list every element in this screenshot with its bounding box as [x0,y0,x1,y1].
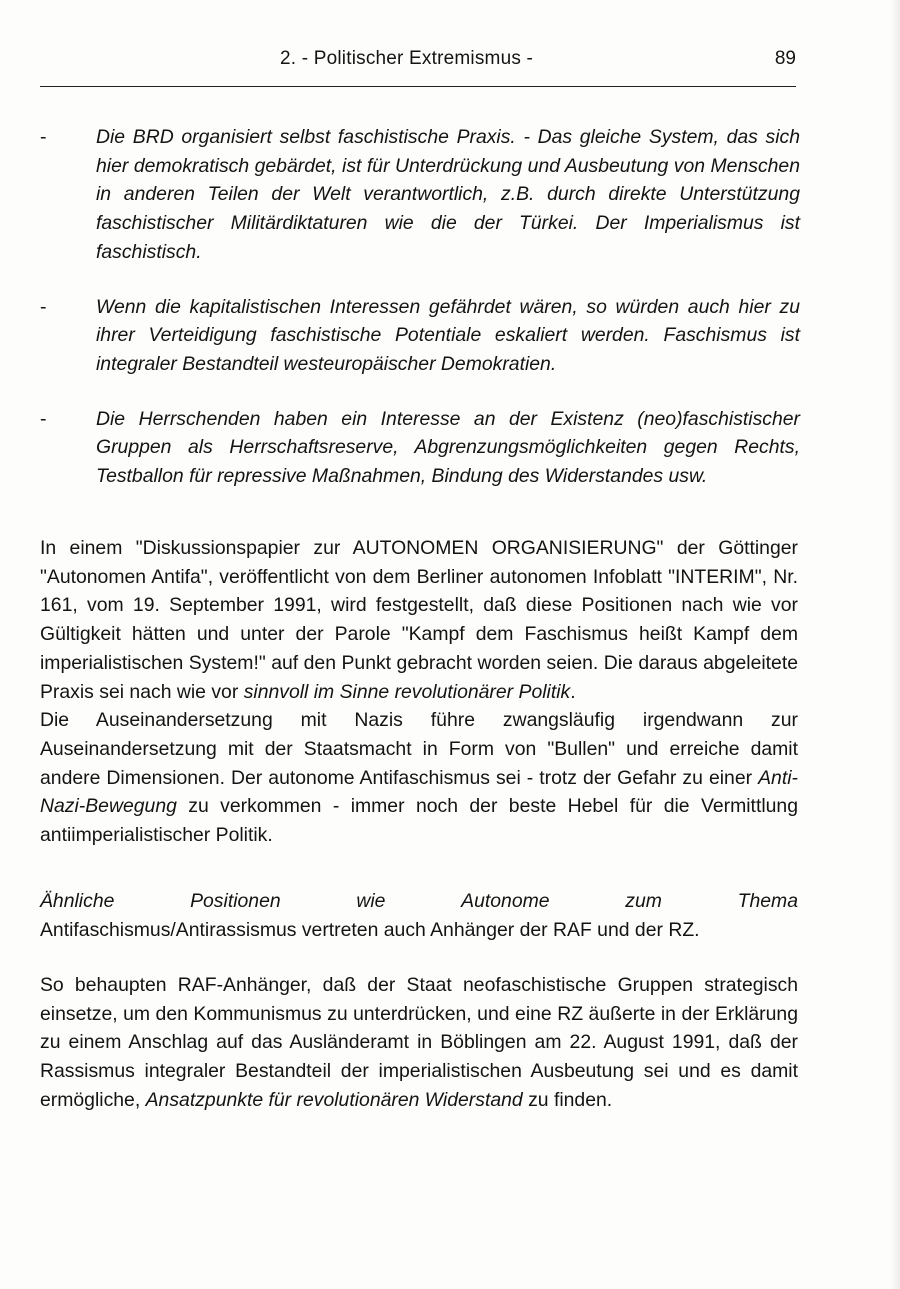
body-section-interim [40,534,798,850]
position-list [40,123,800,517]
paragraph-word: zum [625,890,662,912]
paragraph-text: Die Auseinandersetzung mit Nazis führe zwangsläufig irgendwann zur Auseinandersetzung mit der Staatsmacht in Form von "Bullen" und erreiche damit andere Dimensionen. Der autonome Antifaschismus sei - trotz der Gefahr zu einer [40,709,798,789]
paragraph [40,971,798,1115]
list-item [40,293,800,379]
paragraph-text: zu finden. [522,1088,613,1111]
page-number: 89 [774,48,796,69]
header-divider [40,86,796,87]
paragraph-word: Ähnliche [40,890,115,912]
list-item-text: Wenn die kapitalistischen Interessen gefährdet wären, so würden auch hier zu ihrer Verteidigung faschistische Potentiale eskaliert werden. Faschismus ist integraler Bestandteil westeuropäischer Demokratien. [96,295,800,375]
paragraph-raf-rz [40,887,798,944]
paragraph-emphasis: Ansatzpunkte für revolutionären Widerstand [145,1088,523,1111]
paragraph-nazis [40,706,798,850]
paragraph-word: Thema [737,890,798,912]
list-item [40,405,800,491]
paragraph-word: Positionen [190,890,281,912]
paragraph-word: wie [356,890,386,912]
list-item-text: Die Herrschenden haben ein Interesse an der Existenz (neo)faschistischer Gruppen als Herrschaftsreserve, Abgrenzungsmöglichkeiten gegen Rechts, Testballon für repressive Maßnahmen, Bindung des Widerstandes usw. [96,407,800,488]
paragraph-text: Antifaschismus/Antirassismus vertreten auch Anhänger der RAF und der RZ. [40,918,700,941]
paragraph-word: Autonome [461,890,550,912]
page-header [40,48,796,74]
paragraph-line-spread [40,887,798,916]
paragraph-emphasis: sinnvoll im Sinne revolutionärer Politik [243,680,571,703]
paragraph-text: zu verkommen - immer noch der beste Hebel für die Vermittlung antiimperialistischer Politik. [40,795,798,847]
bullet-dash: - [40,295,47,318]
paragraph-text: In einem "Diskussionspapier zur AUTONOMEN ORGANISIERUNG" der Göttinger "Autonomen Antifa", veröffentlicht von dem Berliner autonomen Infoblatt "INTERIM", Nr. 161, vom 19. September 1991, wird festgestellt, daß diese Positionen nach wie vor Gültigkeit hätten und unter der Parole "Kampf dem Faschismus heißt Kampf dem imperialistischen System!" auf den Punkt gebracht worden seien. Die daraus abgeleitete Praxis sei nach wie vor [40,537,798,703]
page-edge-shadow [890,0,900,1289]
chapter-title: 2. - Politischer Extremismus - [280,48,534,69]
paragraph-text: . [570,680,576,703]
paragraph-interim [40,534,798,706]
bullet-dash: - [40,407,47,430]
list-item [40,123,800,267]
paragraph-emphasis: Anti-Nazi-Bewegung [40,766,798,818]
paragraph-text: So behaupten RAF-Anhänger, daß der Staat neofaschistische Gruppen strategisch einsetze, um den Kommunismus zu unterdrücken, und eine RZ äußerte in der Erklärung zu einem Anschlag auf das Ausländeramt in Böblingen am 22. August 1991, daß der Rassismus integraler Bestandteil der imperialistischen Ausbeutung sei und es damit ermögliche, [40,974,798,1111]
paragraph-boeblingen [40,971,798,1115]
list-item-text: Die BRD organisiert selbst faschistische Praxis. - Das gleiche System, das sich hier demokratisch gebärdet, ist für Unterdrückung und Ausbeutung von Menschen in anderen Teilen der Welt verantwortlich, z.B. durch direkte Unterstützung faschistischer Militärdiktaturen wie die der Türkei. Der Imperialismus ist faschistisch. [96,126,800,263]
bullet-dash: - [40,126,47,148]
